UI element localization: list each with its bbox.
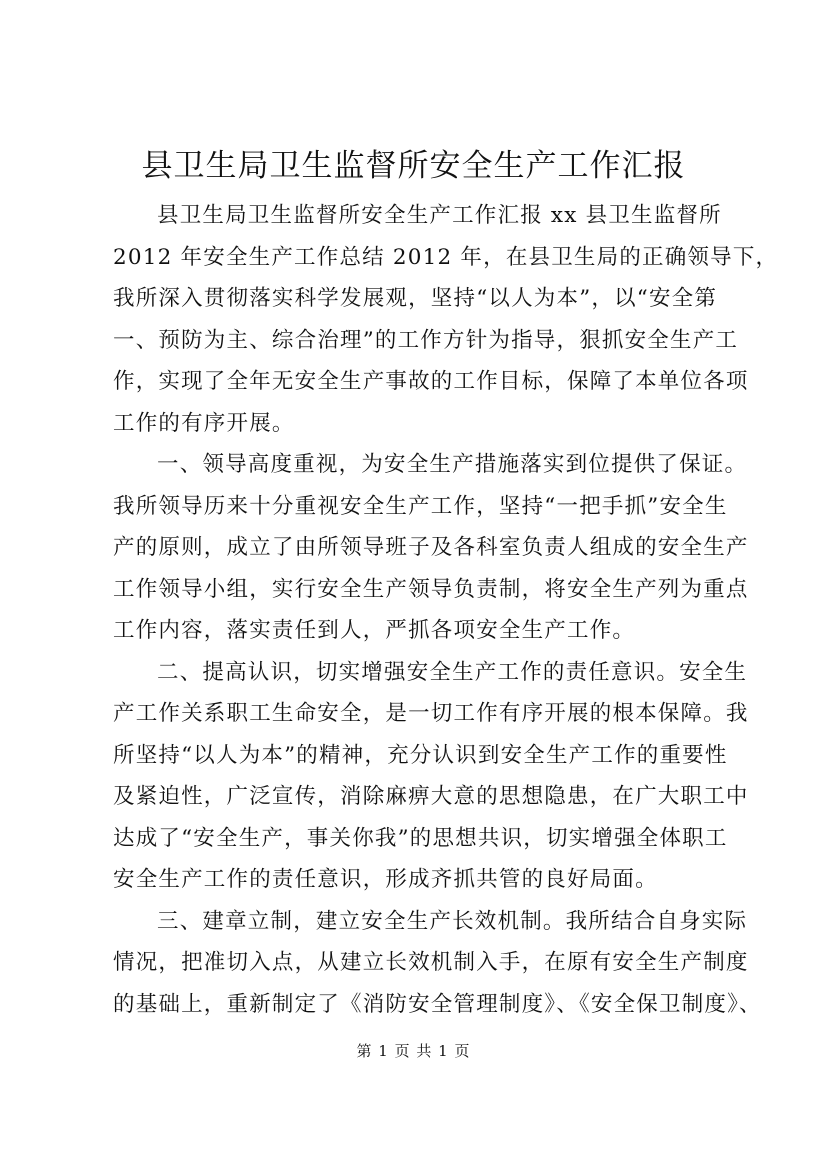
body-line: 工作领导小组，实行安全生产领导负责制，将安全生产列为重点 [113, 576, 749, 602]
body-line: 我所领导历来十分重视安全生产工作，坚持“一把手抓”安全生 [113, 493, 728, 519]
document-body [113, 195, 779, 1025]
body-line: 所坚持“以人为本”的精神，充分认识到安全生产工作的重要性 [113, 742, 728, 768]
body-line: 县卫生局卫生监督所安全生产工作汇报 xx 县卫生监督所 [157, 203, 722, 228]
body-line: 情况，把准切入点，从建立长效机制入手，在原有安全生产制度 [113, 950, 749, 975]
body-line: 及紧迫性，广泛宣传，消除麻痹大意的思想隐患，在广大职工中 [113, 784, 749, 809]
body-line: 产的原则，成立了由所领导班子及各科室负责人组成的安全生产 [113, 535, 749, 560]
document-title: 县卫生局卫生监督所安全生产工作汇报 [141, 148, 686, 184]
body-line: 产工作关系职工生命安全，是一切工作有序开展的根本保障。我 [113, 701, 749, 726]
body-line: 工作内容，落实责任到人，严抓各项安全生产工作。 [113, 618, 636, 643]
page-number-footer: 第 1 页 共 1 页 [356, 1042, 471, 1060]
body-line: 达成了“安全生产，事关你我”的思想共识，切实增强全体职工 [113, 825, 728, 851]
body-line: 我所深入贯彻落实科学发展观，坚持“以人为本”，以“安全第 [113, 286, 718, 311]
body-line: 二、提高认识，切实增强安全生产工作的责任意识。安全生 [157, 659, 748, 685]
body-line: 一、领导高度重视，为安全生产措施落实到位提供了保证。 [157, 452, 748, 477]
body-line: 的基础上，重新制定了《消防安全管理制度》、《安全保卫制度》、 [113, 991, 762, 1017]
body-line: 2012 年安全生产工作总结 2012 年，在县卫生局的正确领导下， [113, 244, 779, 270]
body-line: 安全生产工作的责任意识，形成齐抓共管的良好局面。 [113, 867, 658, 892]
body-line: 作，实现了全年无安全生产事故的工作目标，保障了本单位各项 [113, 369, 749, 394]
body-line: 工作的有序开展。 [113, 410, 295, 436]
body-line: 一、预防为主、综合治理”的工作方针为指导，狠抓安全生产工 [113, 327, 739, 353]
body-line: 三、建章立制，建立安全生产长效机制。我所结合自身实际 [157, 908, 748, 934]
